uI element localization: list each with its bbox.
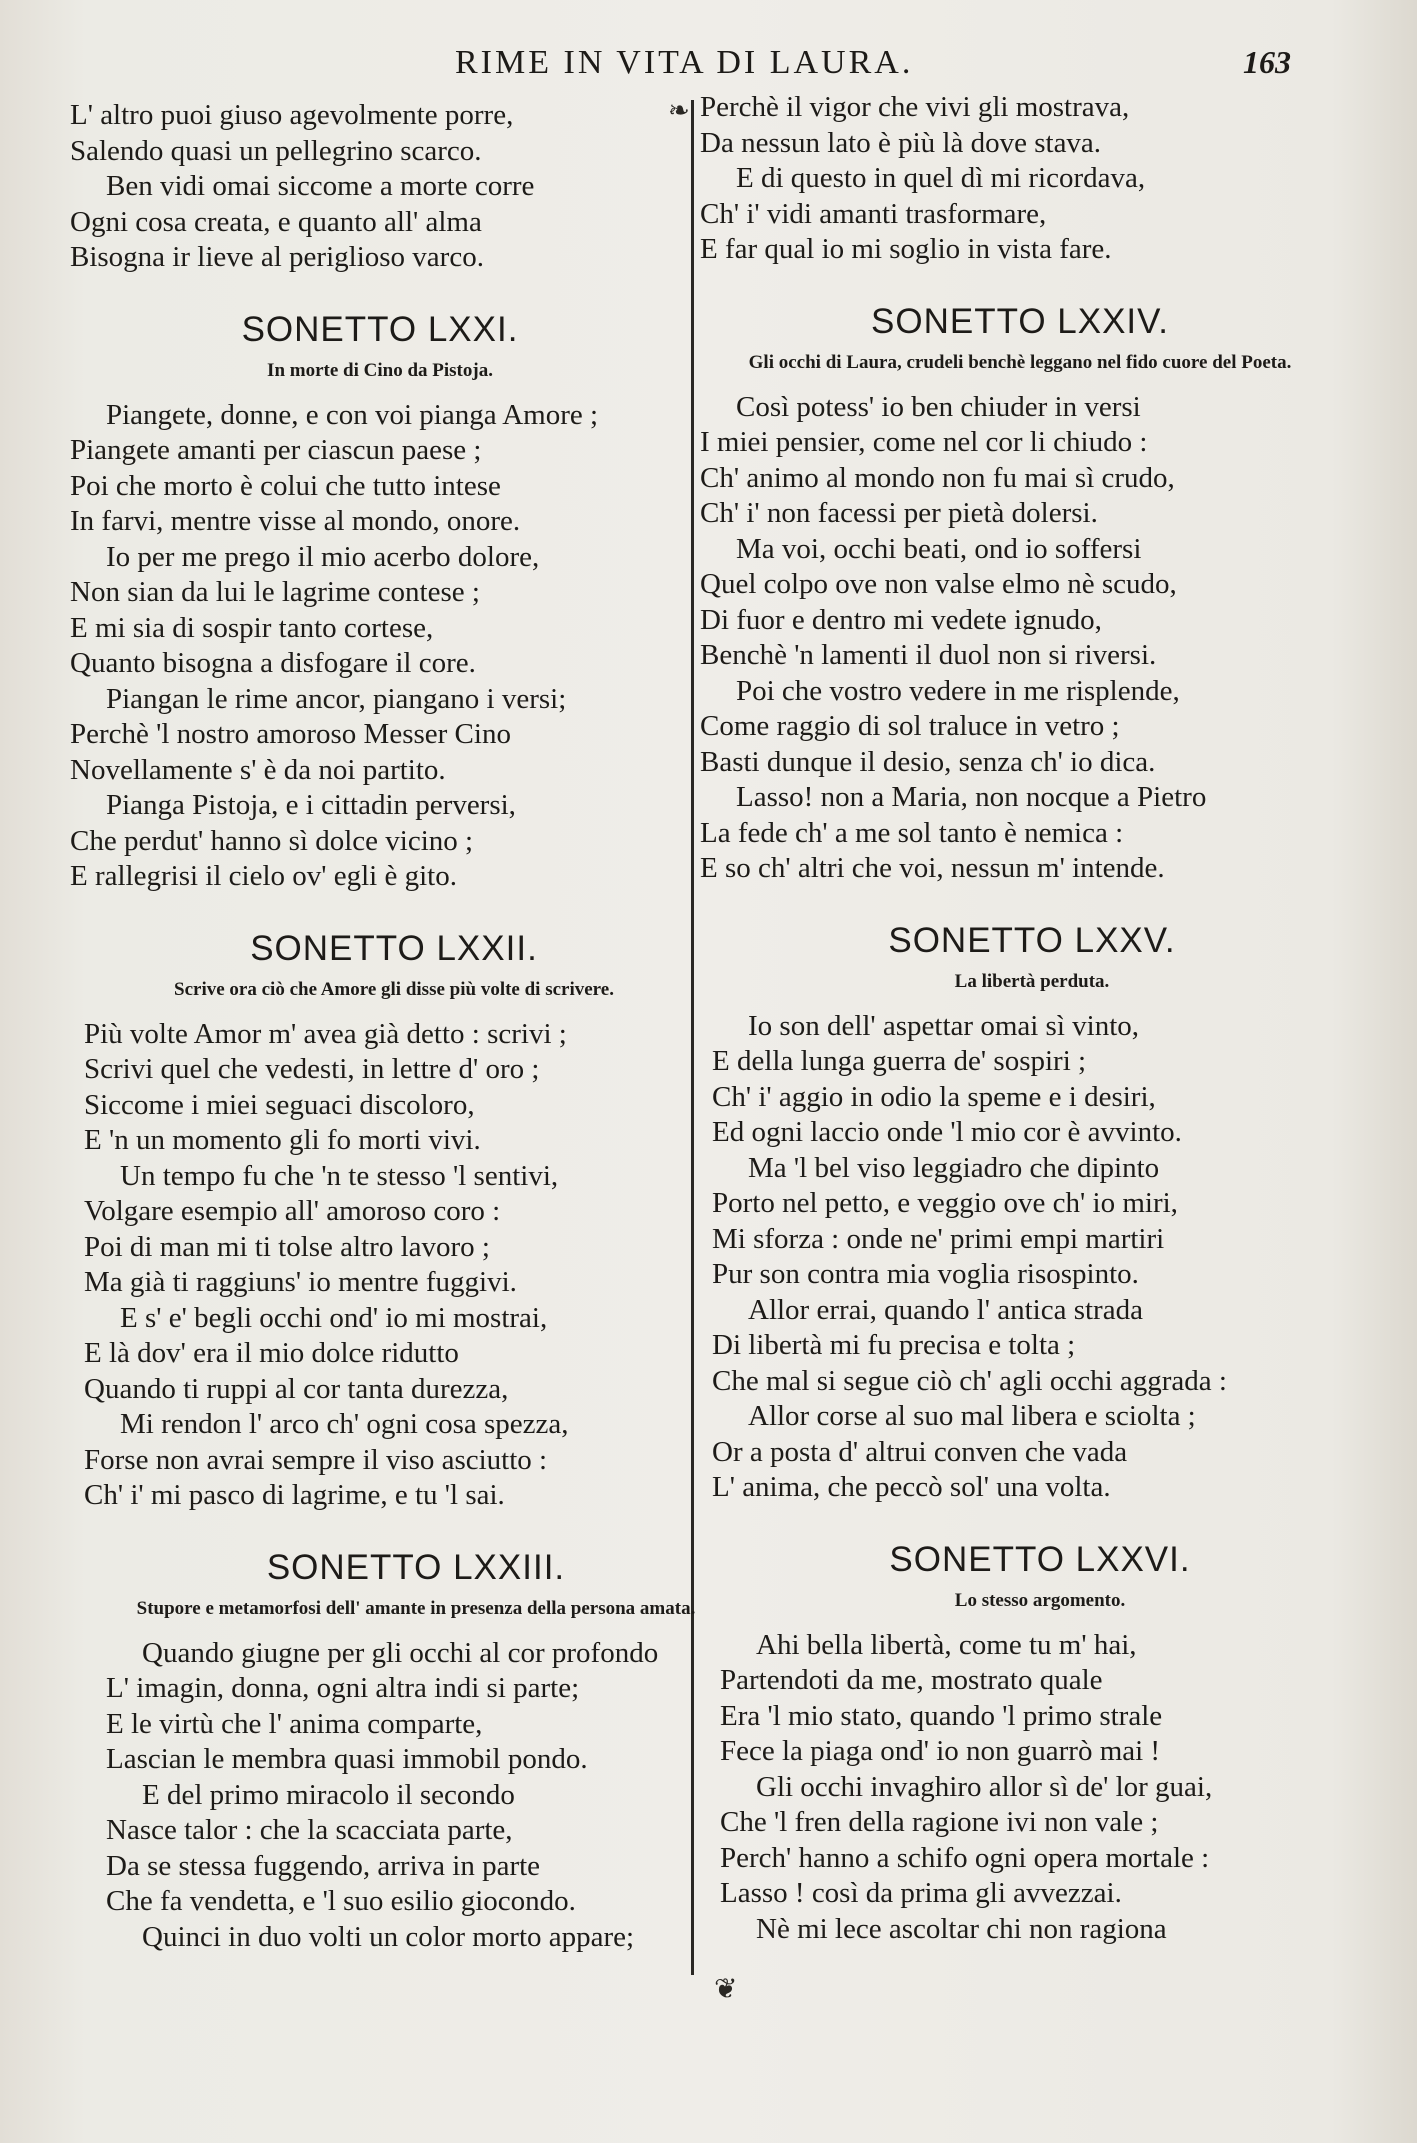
verse-line: Era 'l mio stato, quando 'l primo strale (720, 1699, 1163, 1732)
verse-line: Così potess' io ben chiuder in versi (736, 390, 1141, 423)
verse-line: Che perdut' hanno sì dolce vicino ; (70, 824, 474, 857)
verse-line: Poi che vostro vedere in me risplende, (736, 674, 1180, 707)
verse-line: Piangan le rime ancor, piangano i versi; (106, 682, 567, 715)
sonnet (700, 302, 1340, 887)
verse-line: Fece la piaga ond' io non guarrò mai ! (720, 1735, 1161, 1767)
sonnet-title: SONETTO LXXIII. (266, 1547, 566, 1587)
verse-line: Che 'l fren della ragione ivi non vale ; (720, 1806, 1159, 1838)
running-title: RIME IN VITA DI LAURA. (455, 44, 914, 81)
verse-line: E mi sia di sospir tanto cortese, (70, 611, 434, 644)
verse-line: Quel colpo ove non valse elmo nè scudo, (700, 568, 1177, 600)
verse-line: I miei pensier, come nel cor li chiudo : (700, 426, 1148, 458)
sonnet-title: SONETTO LXXIV. (871, 301, 1169, 341)
verse-line: E rallegrisi il cielo ov' egli è gito. (70, 860, 457, 892)
verse-line: E della lunga guerra de' sospiri ; (712, 1045, 1087, 1077)
verse-line: E là dov' era il mio dolce ridutto (84, 1337, 459, 1369)
verse-line: Un tempo fu che 'n te stesso 'l sentivi, (120, 1159, 559, 1192)
verse-line: Porto nel petto, e veggio ove ch' io miri, (712, 1187, 1178, 1219)
verse-line: Perchè 'l nostro amoroso Messer Cino (70, 718, 511, 750)
verse-line: Ma già ti raggiuns' io mentre fuggivi. (84, 1266, 517, 1298)
verse-line: Nè mi lece ascoltar chi non ragiona (756, 1912, 1167, 1945)
sonnet-subtitle: Lo stesso argomento. (954, 1589, 1126, 1611)
left-column (70, 98, 696, 1955)
verse-line: Piangete amanti per ciascun paese ; (70, 434, 482, 466)
verse-line: Quando ti ruppi al cor tanta durezza, (84, 1372, 509, 1405)
verse-line: Forse non avrai sempre il viso asciutto : (84, 1443, 548, 1476)
verse-line: Mi sforza : onde ne' primi empi martiri (712, 1222, 1165, 1255)
verse-line: E di questo in quel dì mi ricordava, (736, 162, 1146, 194)
verse-line: Piangete, donne, e con voi pianga Amore ; (106, 398, 599, 431)
sonnet (106, 1548, 726, 1956)
verse-line: Quinci in duo volti un color morto appare; (142, 1920, 635, 1953)
verse-line: In farvi, mentre visse al mondo, onore. (70, 505, 521, 537)
verse-line: Ma voi, occhi beati, ond io soffersi (736, 532, 1142, 565)
verse-line: Quando giugne per gli occhi al cor profondo (142, 1636, 659, 1669)
sonnet-subtitle: In morte di Cino da Pistoja. (267, 359, 493, 381)
verse-line: Pianga Pistoja, e i cittadin perversi, (106, 789, 516, 821)
verse-line: Mi rendon l' arco ch' ogni cosa spezza, (120, 1408, 569, 1440)
verse-line: Non sian da lui le lagrime contese ; (70, 576, 480, 608)
verse-line: Io son dell' aspettar omai sì vinto, (748, 1009, 1140, 1042)
verse-line: Quanto bisogna a disfogare il core. (70, 647, 476, 679)
verse-line: L' altro puoi giuso agevolmente porre, (70, 99, 514, 131)
verse-line: Che mal si segue ciò ch' agli occhi aggrada : (712, 1364, 1227, 1397)
verse-line: Da se stessa fuggendo, arriva in parte (106, 1849, 541, 1882)
verse-line: Ch' i' aggio in odio la speme e i desiri, (712, 1080, 1156, 1113)
verse-line: Di fuor e dentro mi vedete ignudo, (700, 603, 1102, 636)
verse-line: Come raggio di sol traluce in vetro ; (700, 710, 1120, 742)
verse-line: Allor errai, quando l' antica strada (748, 1293, 1143, 1326)
verse-line: Scrivi quel che vedesti, in lettre d' oro ; (84, 1053, 540, 1085)
verse-line: Io per me prego il mio acerbo dolore, (106, 540, 540, 573)
verse-line: Poi di man mi ti tolse altro lavoro ; (84, 1230, 490, 1263)
sonnet-subtitle: La libertà perduta. (954, 970, 1110, 992)
verse-line: Benchè 'n lamenti il duol non si riversi. (700, 639, 1157, 671)
verse-line: Ed ogni laccio onde 'l mio cor è avvinto. (712, 1116, 1182, 1148)
verse-line: Di libertà mi fu precisa e tolta ; (712, 1329, 1076, 1361)
verse-line: Or a posta d' altrui conven che vada (712, 1435, 1128, 1468)
verse-line: Lasso! non a Maria, non nocque a Pietro (736, 781, 1207, 813)
top-flower-ornament: ❧ (668, 96, 690, 125)
sonnet-title: SONETTO LXXII. (250, 928, 538, 968)
sonnet-subtitle: Gli occhi di Laura, crudeli benchè leggano nel fido cuore del Poeta. (748, 351, 1292, 373)
verse-line: E far qual io mi soglio in vista fare. (700, 233, 1112, 265)
verse-line: Ahi bella libertà, come tu m' hai, (756, 1628, 1137, 1661)
carryover-verse (70, 98, 690, 276)
sonnet-subtitle: Stupore e metamorfosi dell' amante in presenza della persona amata. (136, 1597, 696, 1619)
verse-line: Novellamente s' è da noi partito. (70, 753, 446, 786)
verse-line: La fede ch' a me sol tanto è nemica : (700, 816, 1124, 849)
verse-line: E s' e' begli occhi ond' io mi mostrai, (120, 1301, 548, 1334)
verse-line: Bisogna ir lieve al periglioso varco. (70, 241, 484, 273)
verse-line: Basti dunque il desio, senza ch' io dica. (700, 745, 1156, 778)
sonnet-subtitle: Scrive ora ciò che Amore gli disse più volte di scrivere. (174, 978, 614, 1000)
verse-line: Allor corse al suo mal libera e sciolta ; (748, 1400, 1196, 1432)
sonnet-title: SONETTO LXXV. (888, 920, 1176, 960)
verse-line: E so ch' altri che voi, nessun m' intende. (700, 852, 1165, 884)
verse-line: Ch' i' non facessi per pietà dolersi. (700, 497, 1098, 529)
verse-line: L' imagin, donna, ogni altra indi si parte; (106, 1672, 580, 1704)
verse-line: Ch' i' mi pasco di lagrime, e tu 'l sai. (84, 1479, 505, 1511)
verse-line: Perch' hanno a schifo ogni opera mortale : (720, 1841, 1210, 1874)
verse-line: Ch' animo al mondo non fu mai sì crudo, (700, 461, 1175, 494)
verse-line: Ch' i' vidi amanti trasformare, (700, 197, 1047, 230)
verse-line: Che fa vendetta, e 'l suo esilio giocondo. (106, 1885, 576, 1917)
verse-line: Pur son contra mia voglia risospinto. (712, 1258, 1139, 1290)
verse-line: Da nessun lato è più là dove stava. (700, 126, 1102, 159)
verse-line: L' anima, che peccò sol' una volta. (712, 1471, 1111, 1503)
verse-line: Partendoti da me, mostrato quale (720, 1664, 1103, 1696)
verse-line: Salendo quasi un pellegrino scarco. (70, 134, 482, 167)
verse-line: Siccome i miei seguaci discoloro, (84, 1088, 475, 1121)
verse-line: Più volte Amor m' avea già detto : scrivi ; (84, 1017, 567, 1050)
running-head (0, 44, 1417, 92)
verse-line: Ma 'l bel viso leggiadro che dipinto (748, 1151, 1160, 1184)
bottom-flower-ornament: ❦ (714, 1974, 738, 2005)
verse-line: Ben vidi omai siccome a morte corre (106, 170, 535, 202)
right-column (700, 90, 1340, 1947)
verse-line: E 'n un momento gli fo morti vivi. (84, 1124, 481, 1156)
verse-line: Nasce talor : che la scacciata parte, (106, 1814, 513, 1846)
carryover-verse (700, 90, 1340, 268)
verse-line: E del primo miracolo il secondo (142, 1778, 515, 1811)
sonnet (720, 1540, 1360, 1948)
sonnet (712, 921, 1352, 1506)
verse-line: Lascian le membra quasi immobil pondo. (106, 1743, 588, 1775)
verse-line: Lasso ! così da prima gli avvezzai. (720, 1877, 1122, 1909)
verse-line: Poi che morto è colui che tutto intese (70, 469, 501, 502)
sonnet-title: SONETTO LXXVI. (889, 1539, 1191, 1579)
sonnet-title: SONETTO LXXI. (241, 309, 519, 349)
page-number: 163 (1243, 44, 1291, 80)
verse-line: E le virtù che l' anima comparte, (106, 1707, 483, 1740)
sonnet (70, 310, 690, 895)
verse-line: Perchè il vigor che vivi gli mostrava, (700, 91, 1130, 123)
sonnet (84, 929, 704, 1514)
verse-line: Volgare esempio all' amoroso coro : (84, 1195, 501, 1227)
verse-line: Gli occhi invaghiro allor sì de' lor guai, (756, 1770, 1213, 1803)
verse-line: Ogni cosa creata, e quanto all' alma (70, 205, 482, 238)
